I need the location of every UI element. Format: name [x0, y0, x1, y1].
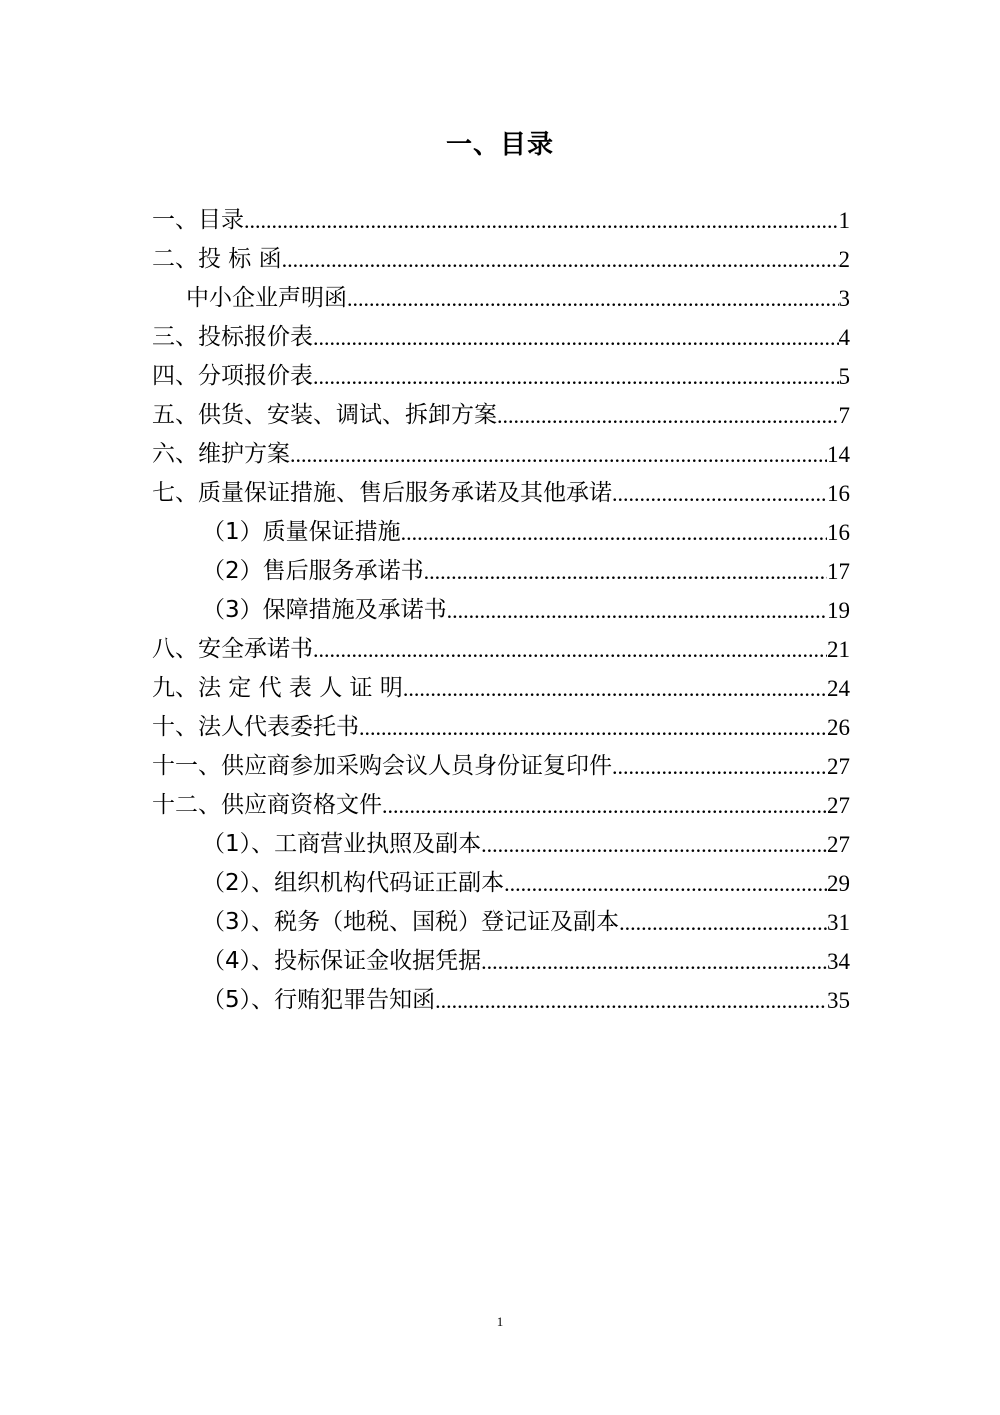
toc-entry-label: 七、质量保证措施、售后服务承诺及其他承诺 — [152, 480, 612, 506]
toc-entry[interactable] — [152, 903, 850, 942]
toc-entry-label: 一、目录 — [152, 207, 244, 233]
toc-entry-page: 5 — [838, 364, 850, 389]
toc-entry[interactable] — [152, 396, 850, 435]
dot-leader — [612, 474, 827, 513]
toc-entry[interactable] — [152, 864, 850, 903]
toc-entry-label: （5）、行贿犯罪告知函 — [202, 987, 436, 1013]
toc-entry[interactable] — [152, 981, 850, 1020]
dot-leader — [313, 630, 827, 669]
dot-leader — [347, 279, 839, 318]
dot-leader — [244, 201, 839, 240]
dot-leader — [497, 396, 839, 435]
dot-leader — [359, 708, 827, 747]
dot-leader — [612, 747, 827, 786]
toc-entry[interactable] — [152, 552, 850, 591]
toc-entry-label: （1）质量保证措施 — [202, 519, 401, 545]
toc-entry-label: 九、法 定 代 表 人 证 明 — [152, 675, 403, 701]
toc-entry-page: 27 — [827, 793, 850, 818]
toc-entry-page: 31 — [827, 910, 850, 935]
toc-entry-page: 19 — [827, 598, 850, 623]
table-of-contents — [152, 201, 850, 1020]
toc-entry-page: 3 — [838, 286, 850, 311]
dot-leader — [382, 786, 827, 825]
toc-entry[interactable] — [152, 825, 850, 864]
toc-entry-label: 五、供货、安装、调试、拆卸方案 — [152, 402, 497, 428]
dot-leader — [447, 591, 827, 630]
toc-entry-label: （3）、税务（地税、国税）登记证及副本 — [202, 909, 620, 935]
toc-entry[interactable] — [152, 357, 850, 396]
toc-entry-page: 17 — [827, 559, 850, 584]
toc-entry-label: 八、安全承诺书 — [152, 636, 313, 662]
toc-entry-page: 1 — [838, 208, 850, 233]
toc-entry-label: 二、投 标 函 — [152, 246, 282, 272]
toc-entry-page: 16 — [827, 520, 850, 545]
toc-entry-page: 26 — [827, 715, 850, 740]
dot-leader — [424, 552, 827, 591]
toc-entry[interactable] — [152, 513, 850, 552]
toc-entry-label: （3）保障措施及承诺书 — [202, 597, 447, 623]
dot-leader — [401, 513, 827, 552]
toc-entry-page: 21 — [827, 637, 850, 662]
toc-entry-label: 十、法人代表委托书 — [152, 714, 359, 740]
toc-entry[interactable] — [152, 786, 850, 825]
dot-leader — [481, 825, 827, 864]
toc-entry-page: 27 — [827, 754, 850, 779]
toc-entry-page: 2 — [838, 247, 850, 272]
toc-entry-label: 中小企业声明函 — [186, 285, 347, 311]
toc-entry[interactable] — [152, 474, 850, 513]
toc-entry-label: 四、分项报价表 — [152, 363, 313, 389]
dot-leader — [313, 318, 839, 357]
toc-entry-page: 34 — [827, 949, 850, 974]
toc-entry[interactable] — [152, 708, 850, 747]
page-number: 1 — [496, 1314, 504, 1329]
toc-entry-label: （2）售后服务承诺书 — [202, 558, 424, 584]
toc-entry-page: 7 — [838, 403, 850, 428]
toc-entry-page: 14 — [827, 442, 850, 467]
toc-entry-label: 十一、供应商参加采购会议人员身份证复印件 — [152, 753, 612, 779]
toc-entry[interactable] — [152, 747, 850, 786]
dot-leader — [619, 903, 827, 942]
toc-entry[interactable] — [152, 942, 850, 981]
toc-entry-page: 29 — [827, 871, 850, 896]
toc-entry[interactable] — [152, 630, 850, 669]
toc-entry-page: 24 — [827, 676, 850, 701]
toc-entry[interactable] — [152, 591, 850, 630]
toc-entry[interactable] — [152, 279, 850, 318]
dot-leader — [481, 942, 827, 981]
dot-leader — [282, 240, 839, 279]
toc-entry-label: （4）、投标保证金收据凭据 — [202, 948, 482, 974]
dot-leader — [290, 435, 827, 474]
toc-entry[interactable] — [152, 435, 850, 474]
page-title: 一、目录 — [445, 130, 554, 160]
dot-leader — [435, 981, 827, 1020]
dot-leader — [313, 357, 839, 396]
toc-entry-label: 十二、供应商资格文件 — [152, 792, 382, 818]
toc-entry-page: 16 — [827, 481, 850, 506]
toc-entry-label: 三、投标报价表 — [152, 324, 313, 350]
toc-entry-page: 27 — [827, 832, 850, 857]
toc-entry-label: 六、维护方案 — [152, 441, 290, 467]
toc-entry-page: 35 — [827, 988, 850, 1013]
toc-entry-label: （1）、工商营业执照及副本 — [202, 831, 482, 857]
toc-entry[interactable] — [152, 201, 850, 240]
dot-leader — [504, 864, 827, 903]
toc-entry[interactable] — [152, 318, 850, 357]
toc-entry-page: 4 — [838, 325, 850, 350]
toc-entry[interactable] — [152, 669, 850, 708]
toc-entry-label: （2）、组织机构代码证正副本 — [202, 870, 505, 896]
toc-entry[interactable] — [152, 240, 850, 279]
dot-leader — [403, 669, 827, 708]
